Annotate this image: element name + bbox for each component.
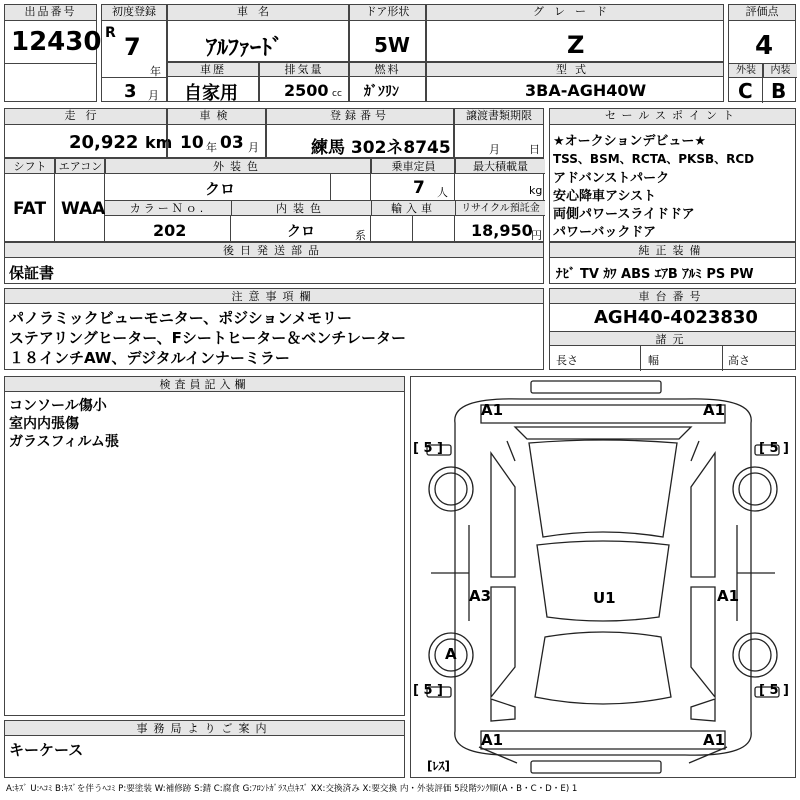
- note-2: ステアリングヒーター、Fシートヒーター＆ベンチレーター: [9, 329, 406, 347]
- fuel: ｶﾞｿﾘﾝ: [364, 84, 399, 100]
- score-header: 評価点: [729, 5, 795, 21]
- recycle-header: リサイクル預託金: [455, 201, 545, 216]
- reg-month: 3: [124, 81, 137, 102]
- history: 自家用: [184, 83, 238, 104]
- transfer-day: 日: [529, 143, 540, 156]
- inspection-box: [167, 108, 266, 158]
- load-unit: kg: [529, 184, 543, 197]
- genuine-equipment: ﾅﾋﾞ TV ｶﾜ ABS ｴｱB ｱﾙﾐ PS PW: [556, 267, 754, 282]
- damage-u1: U1: [593, 589, 616, 607]
- insp-month: 03: [220, 133, 244, 153]
- lot-box: [4, 4, 102, 102]
- damage-a1-top-right: A1: [703, 401, 726, 419]
- inspector-box: [4, 376, 405, 716]
- sales-point-5: 両側パワースライドドア: [553, 207, 695, 222]
- sales-point-3: アドバンストパーク: [553, 171, 670, 186]
- fuel-header: 燃料: [350, 63, 425, 77]
- exterior-header: 外装: [729, 64, 763, 78]
- interior-grade: B: [771, 79, 787, 103]
- damage-diagram: [410, 376, 796, 778]
- grade-box: [426, 4, 724, 62]
- lot-header: 出品番号: [5, 5, 96, 21]
- int-color-unit: 系: [355, 229, 366, 242]
- model-type: 3BA-AGH40W: [525, 81, 647, 100]
- legend: A:ｷｽﾞ U:ﾍｺﾐ B:ｷｽﾞを伴うﾍｺﾐ P:要塗装 W:補修跡 S:錆 C:腐食 G:ﾌﾛﾝﾄｶﾞﾗｽ点ｷｽﾞ XX:交換済み X:要交換 内・外装評価 5段階ﾗﾝｸ順(A・B・C・D・E) 1: [6, 784, 578, 794]
- specs-header: 諸元: [550, 331, 795, 346]
- length-label: 長さ: [556, 354, 578, 367]
- glass-five-bottom-right: [ 5 ]: [759, 683, 789, 698]
- genuine-header: 純正装備: [550, 243, 795, 258]
- chassis-header: 車台番号: [550, 289, 795, 304]
- grade-header: グレード: [427, 5, 723, 21]
- inspector-note-1: コンソール傷小: [9, 398, 107, 414]
- shift: FAT: [13, 199, 47, 219]
- damage-a1-side: A1: [717, 587, 740, 605]
- car-name-box: [167, 4, 349, 62]
- office-note: キーケース: [9, 741, 84, 759]
- later-parts: 保証書: [9, 264, 55, 282]
- lot-number: 12430: [11, 27, 102, 57]
- max-load-header: 最大積載量: [455, 159, 545, 174]
- mileage: 20,922: [69, 132, 139, 153]
- inspector-note-3: ガラスフィルム張: [9, 434, 119, 450]
- transfer-header: 譲渡書類期限: [455, 109, 543, 125]
- glass-five-top-right: [ 5 ]: [759, 441, 789, 456]
- width-label: 幅: [648, 354, 659, 367]
- ext-color: クロ: [205, 180, 236, 198]
- door-box: [349, 4, 426, 62]
- car-outline: [411, 377, 795, 777]
- recycle-unit: 円: [531, 229, 542, 242]
- sales-point-2: TSS、BSM、RCTA、PKSB、RCD: [553, 152, 755, 166]
- car-name: ｱﾙﾌｧｰﾄﾞ: [206, 36, 284, 61]
- damage-a3: A3: [469, 587, 492, 605]
- insp-year-unit: 年: [206, 141, 217, 154]
- insp-year: 10: [180, 133, 204, 153]
- color-no: 202: [153, 221, 187, 240]
- interior-header: 内装: [763, 64, 797, 78]
- notes-box: [4, 288, 544, 370]
- recycle: 18,950: [471, 221, 533, 240]
- aircon-header: エアコン: [55, 159, 105, 174]
- inspection-header: 車検: [168, 109, 265, 125]
- grade: Z: [567, 31, 585, 59]
- car-name-header: 車名: [168, 5, 348, 21]
- year-unit: 年: [150, 65, 161, 78]
- shift-header: シフト: [5, 159, 55, 174]
- int-color-header: 内装色: [231, 201, 371, 216]
- reg-year: 7: [124, 33, 141, 61]
- damage-a-wheel: A: [445, 645, 457, 663]
- mileage-header: 走行: [5, 109, 166, 125]
- glass-five-top-left: [ 5 ]: [413, 441, 443, 456]
- month-unit: 月: [148, 89, 159, 102]
- chassis-number: AGH40-4023830: [594, 307, 758, 328]
- glass-five-bottom-left: [ 5 ]: [413, 683, 443, 698]
- score: 4: [755, 31, 774, 61]
- damage-a1-top-left: A1: [481, 401, 504, 419]
- reg-no-box: [266, 108, 454, 158]
- displacement: 2500: [284, 81, 329, 100]
- transfer-box: [454, 108, 544, 158]
- transfer-month: 月: [489, 143, 500, 156]
- notes-header: 注意事項欄: [5, 289, 543, 304]
- office-header: 事務局よりご案内: [5, 721, 404, 736]
- model-box: [426, 62, 724, 102]
- damage-a1-bottom-right: A1: [703, 731, 726, 749]
- first-reg-box: [101, 4, 167, 102]
- first-reg-header: 初度登録: [102, 5, 166, 21]
- sales-point-box: [549, 108, 796, 242]
- history-box: [167, 62, 259, 102]
- history-header: 車歴: [168, 63, 258, 77]
- aircon: WAA: [61, 199, 106, 219]
- door-type: 5W: [374, 33, 410, 57]
- sales-point-1: ★オークションデビュー★: [553, 134, 707, 149]
- later-parts-header: 後日発送部品: [5, 243, 543, 258]
- ext-color-header: 外装色: [105, 159, 371, 174]
- genuine-box: [549, 242, 796, 284]
- sales-point-6: パワーバックドア: [553, 225, 656, 240]
- exterior-grade: C: [738, 79, 753, 103]
- damage-a1-bottom-left: A1: [481, 731, 504, 749]
- capacity: 7: [413, 178, 425, 198]
- cc-unit: cc: [332, 89, 342, 99]
- int-color: クロ: [287, 224, 315, 240]
- inspector-note-2: 室内内張傷: [9, 416, 79, 432]
- reg-no-header: 登録番号: [267, 109, 453, 125]
- spec-grid: [4, 158, 544, 242]
- reg-no: 練馬 302ネ8745: [311, 138, 451, 158]
- era: R: [105, 25, 116, 41]
- chassis-box: [549, 288, 796, 370]
- import-header: 輸入車: [371, 201, 455, 216]
- sales-point-header: セールスポイント: [550, 109, 795, 125]
- score-box: [728, 4, 796, 102]
- color-no-header: カラーＮｏ.: [105, 201, 231, 216]
- cc-box: [259, 62, 349, 102]
- capacity-header: 乗車定員: [371, 159, 455, 174]
- note-1: パノラミックビューモニター、ポジションメモリー: [9, 309, 352, 327]
- cc-header: 排気量: [260, 63, 348, 77]
- capacity-unit: 人: [437, 186, 448, 199]
- glass-less: [ﾚｽ]: [427, 759, 450, 773]
- inspector-header: 検査員記入欄: [5, 377, 404, 392]
- note-3: １８インチAW、デジタルインナーミラー: [9, 349, 290, 367]
- height-label: 高さ: [728, 354, 750, 367]
- fuel-box: [349, 62, 426, 102]
- office-box: [4, 720, 405, 778]
- model-header: 型式: [427, 63, 723, 77]
- later-parts-box: [4, 242, 544, 284]
- mileage-box: [4, 108, 173, 158]
- door-header: ドア形状: [350, 5, 425, 21]
- insp-month-unit: 月: [248, 141, 259, 154]
- mileage-unit: km: [145, 133, 173, 152]
- sales-point-4: 安心降車アシスト: [553, 189, 657, 204]
